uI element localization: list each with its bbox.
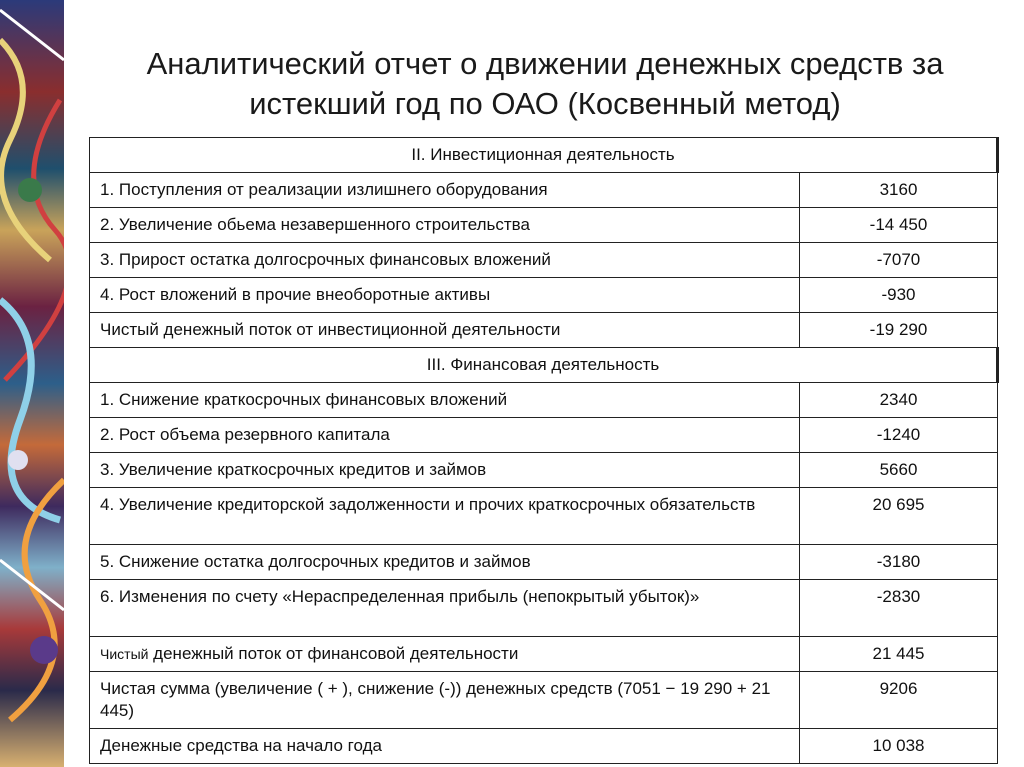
abstract-art-image: [0, 0, 64, 767]
row-label: 2. Увеличение обьема незавершенного строительства: [90, 208, 800, 243]
row-value: 21 445: [799, 637, 997, 672]
title-line-1: Аналитический отчет о движении денежных средств за: [146, 46, 944, 81]
row-label: 2. Рост объема резервного капитала: [90, 418, 800, 453]
row-label: Чистая сумма (увеличение ( + ), снижение (-)) денежных средств (7051 − 19 290 + 21 445): [90, 672, 800, 729]
table-row: [90, 383, 998, 418]
row-label-prefix: Чистый: [100, 646, 149, 662]
page-title: [66, 44, 1024, 124]
row-label: 6. Изменения по счету «Нераспределенная прибыль (непокрытый убыток)»: [90, 580, 800, 637]
row-label: 4. Увеличение кредиторской задолженности и прочих краткосрочных обязательств: [90, 488, 800, 545]
title-line-2: истекший год по ОАО (Косвенный метод): [249, 86, 841, 121]
cash-flow-table: [89, 137, 999, 764]
table-row-opening-balance: [90, 729, 998, 764]
row-label: Чистый денежный поток от инвестиционной деятельности: [90, 313, 800, 348]
row-value: -1240: [799, 418, 997, 453]
row-label: 4. Рост вложений в прочие внеоборотные активы: [90, 278, 800, 313]
decorative-art-strip: [0, 0, 64, 767]
row-value: 2340: [799, 383, 997, 418]
row-label: 5. Снижение остатка долгосрочных кредитов и займов: [90, 545, 800, 580]
row-value: -14 450: [799, 208, 997, 243]
section-header-investing: [90, 138, 998, 173]
section-title: II. Инвестиционная деятельность: [90, 138, 998, 173]
row-value: -2830: [799, 580, 997, 637]
row-value: 9206: [799, 672, 997, 729]
row-value: 20 695: [799, 488, 997, 545]
row-label: 3. Прирост остатка долгосрочных финансовых вложений: [90, 243, 800, 278]
table-row: [90, 488, 998, 545]
row-label: [90, 637, 800, 672]
row-value: -7070: [799, 243, 997, 278]
table-row: [90, 278, 998, 313]
row-label: Денежные средства на начало года: [90, 729, 800, 764]
section-title: III. Финансовая деятельность: [90, 348, 998, 383]
row-value: -3180: [799, 545, 997, 580]
table-row-total: [90, 637, 998, 672]
table-row: [90, 453, 998, 488]
row-value: 3160: [799, 173, 997, 208]
table-row-total: [90, 313, 998, 348]
table-row: [90, 418, 998, 453]
row-label: 1. Поступления от реализации излишнего оборудования: [90, 173, 800, 208]
row-value: 10 038: [799, 729, 997, 764]
table-row: [90, 208, 998, 243]
section-header-financing: [90, 348, 998, 383]
row-label: 1. Снижение краткосрочных финансовых вложений: [90, 383, 800, 418]
row-label: 3. Увеличение краткосрочных кредитов и займов: [90, 453, 800, 488]
table-row: [90, 173, 998, 208]
row-value: -930: [799, 278, 997, 313]
table-row: [90, 545, 998, 580]
row-label-rest: денежный поток от финансовой деятельности: [148, 644, 519, 663]
table-row: [90, 243, 998, 278]
row-value: -19 290: [799, 313, 997, 348]
table-row: [90, 580, 998, 637]
table-row-net-change: [90, 672, 998, 729]
row-value: 5660: [799, 453, 997, 488]
